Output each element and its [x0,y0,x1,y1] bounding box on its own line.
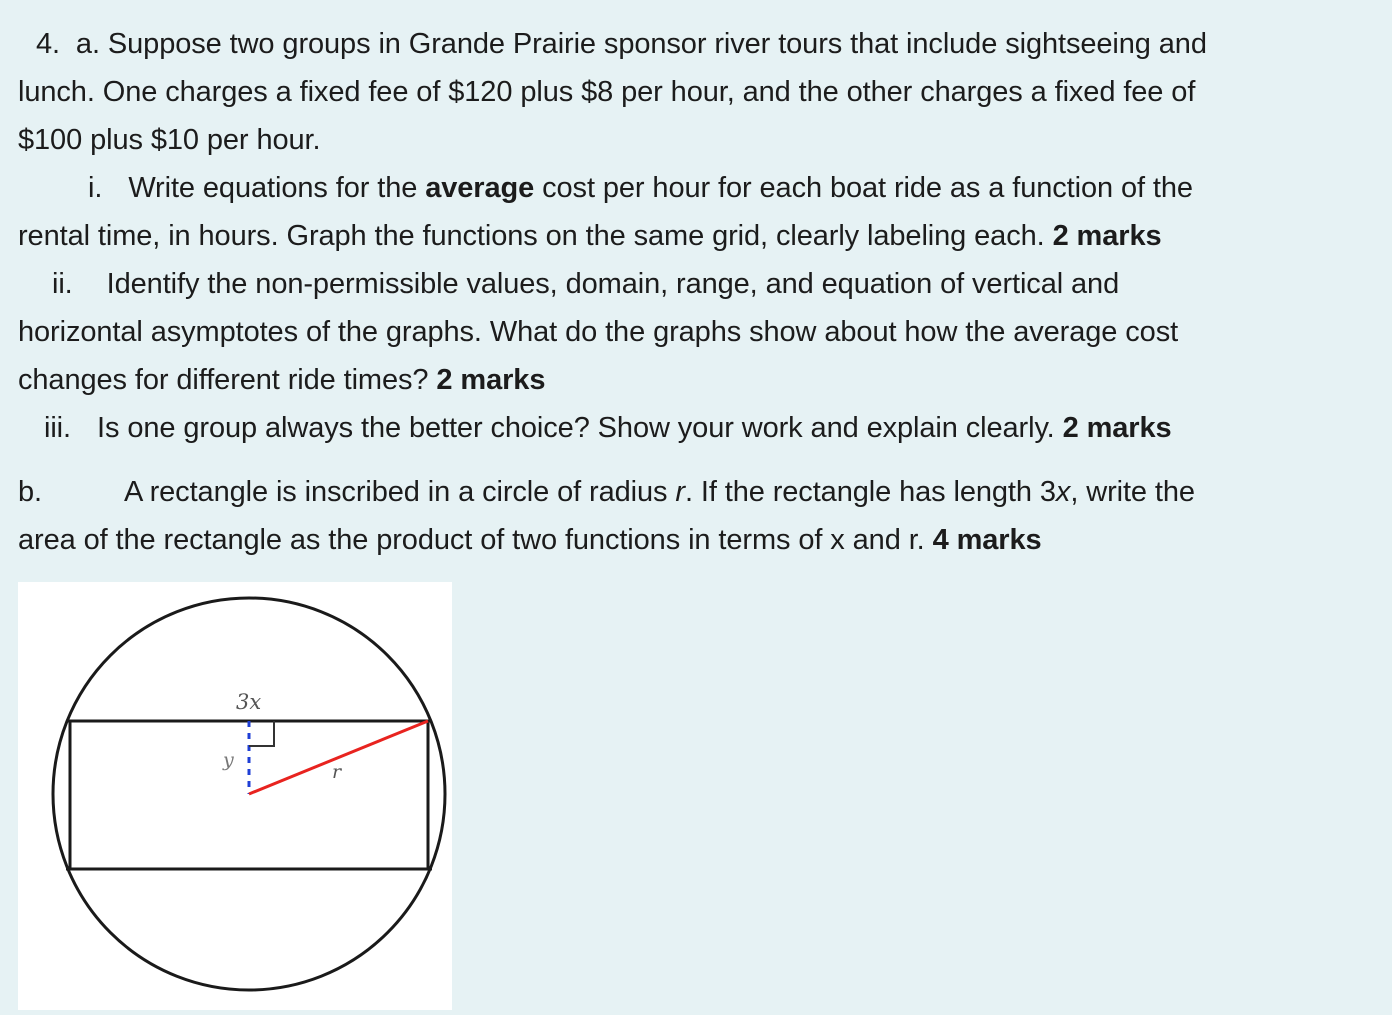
sub-ii-line3: changes for different ride times? [18,364,437,396]
part-a-line-2 [18,68,1378,116]
sub-ii-line-3 [18,356,1378,404]
sub-i-numeral: i. [88,172,103,204]
part-b-marks: 4 marks [932,524,1042,556]
label-half-height-y: y [223,749,234,771]
question-text [18,20,1378,564]
part-b-text-post: , write the [1070,476,1195,508]
sub-i-marks: 2 marks [1052,220,1162,252]
part-a-intro-1: Suppose two groups in Grande Prairie sponsor river tours that include sightseeing and [107,28,1207,60]
sub-iii-text: Is one group always the better choice? Show your work and explain clearly. [97,412,1063,444]
sub-i-line-2 [18,212,1378,260]
part-b-var-x: x [1055,476,1071,508]
sub-i-text-pre: Write equations for the [128,172,426,204]
label-length-3x: 3x [236,690,262,714]
part-a-intro-2: lunch. One charges a fixed fee of $120 plus $8 per hour, and the other charges a fixed fee of [18,76,1196,108]
figure-svg [18,582,452,1010]
sub-i-line2: rental time, in hours. Graph the functions on the same grid, clearly labeling each. [18,220,1053,252]
part-a-line-3 [18,116,1378,164]
inscribed-rectangle-figure [18,582,452,1010]
sub-iii-line-1 [18,404,1378,452]
sub-ii-line-1 [18,260,1378,308]
sub-ii-marks: 2 marks [436,364,546,396]
part-b-var-r: r [675,476,685,508]
sub-ii-line2: horizontal asymptotes of the graphs. What do the graphs show about how the average cost [18,316,1179,348]
sub-i-line-1 [18,164,1378,212]
part-b-text-mid: . If the rectangle has length 3 [684,476,1056,508]
part-a-label: a. [75,28,100,60]
radius-line [249,721,428,794]
sub-iii-numeral: iii. [44,412,71,444]
part-b-line-2 [18,516,1378,564]
part-b-line-1 [18,468,1378,516]
sub-ii-numeral: ii. [52,268,73,300]
question-number: 4. [36,28,60,60]
part-b-text-pre: A rectangle is inscribed in a circle of radius [124,476,676,508]
sub-i-text-post: cost per hour for each boat ride as a function of the [534,172,1193,204]
part-b-label: b. [18,476,42,508]
part-a-intro-3: $100 plus $10 per hour. [18,124,321,156]
sub-i-text-bold: average [425,172,535,204]
sub-ii-line-2 [18,308,1378,356]
label-radius-r: r [332,761,342,783]
sub-ii-text: Identify the non-permissible values, domain, range, and equation of vertical and [106,268,1120,300]
part-b-line2: area of the rectangle as the product of two functions in terms of x and r. [18,524,933,556]
part-a-line-1 [18,20,1378,68]
sub-iii-marks: 2 marks [1062,412,1172,444]
right-angle-marker [249,721,274,746]
